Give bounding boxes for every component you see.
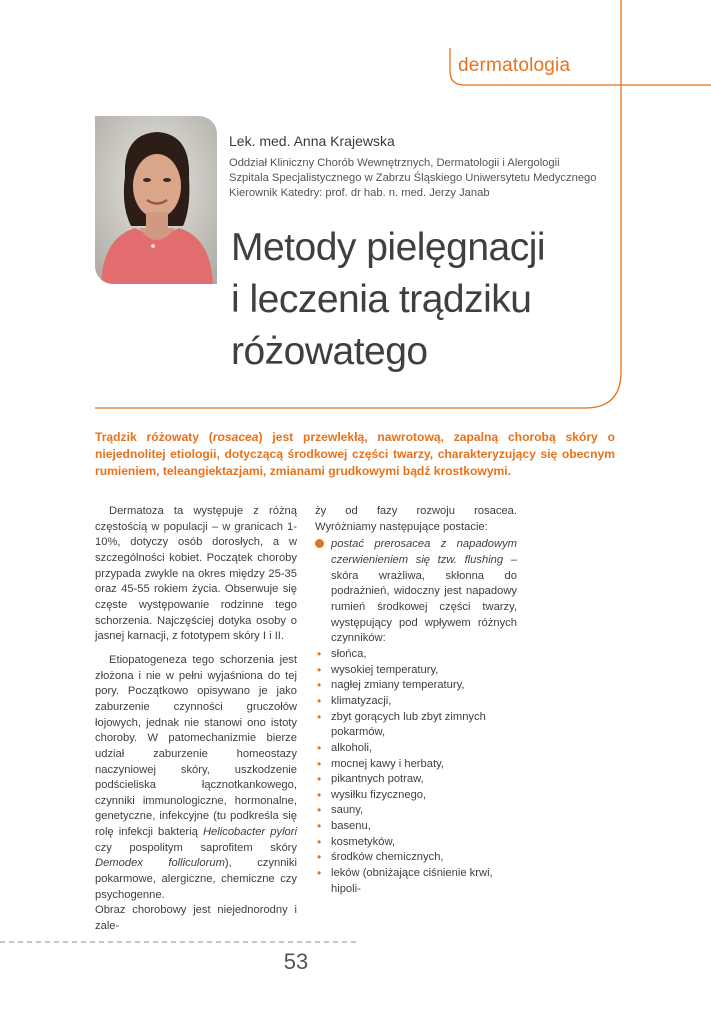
body-text: Etiopatogeneza tego schorzenia jest złożona i nie w pełni wyjaśniona do tej pory. Początkowo opisywano je jako zaburzenie czynności gruczołów łojowych, jednak nie stanowi ono istoty choroby. W patomechanizmie bierze udział zaburzenie homeostazy naczyniowej skóry, uszkodzenie podścieliska łącznotkankowego, czynniki immunologiczne, hormonalne, genetyczne, infekcyjne (tu podkreśla się rolę infekcji bakterią [95,653,297,839]
author-block [229,131,609,201]
bullet-icon: • [317,693,322,708]
factor-item [317,803,517,819]
bullet-icon: • [317,662,322,677]
bullet-icon: • [317,819,322,834]
factor-item [317,819,517,835]
factor-text: basenu, [331,820,371,833]
factor-item [317,678,517,694]
section-label: dermatologia [458,55,571,76]
form-name: postać prerosacea z napadowym czerwienieniem się tzw. flushing [331,538,517,566]
bullet-icon: • [317,646,322,661]
factor-list [315,647,517,898]
factor-item [317,850,517,866]
form-description: – skóra wrażliwa, skłonna do podrażnień, widoczny jest napadowy rumień środkowej części twarzy, występujący pod wpływem różnych czynników: [331,553,517,645]
factor-item [317,740,517,757]
factor-item [317,662,517,679]
factor-item [317,693,517,710]
factor-text: środków chemicznych, [331,851,444,864]
factor-item [317,646,517,663]
affiliation-line: Kierownik Katedry: prof. dr hab. n. med. Jerzy Janab [229,187,490,199]
factor-text: kosmetyków, [331,835,396,848]
title-line: i leczenia trądziku [231,278,532,321]
lead-text: Trądzik różowaty ( [95,430,213,444]
bullet-icon: • [317,850,322,865]
form-list-item [315,537,517,647]
body-italic: Helicobacter pylori [202,826,297,839]
lead-paragraph [95,429,615,481]
factor-text: leków (obniżające ciśnienie krwi, hipoli- [331,867,493,895]
factor-text: klimatyzacji, [331,694,392,707]
factor-text: zbyt gorących lub zbyt zimnych pokarmów, [331,710,486,739]
bullet-icon: • [317,678,322,693]
right-column [315,504,517,897]
affiliation-line: Szpitala Specjalistycznego w Zabrzu Śląskiego Uniwersytetu Medycznego [229,172,597,184]
lead-italic: rosacea [212,430,259,444]
bullet-icon: • [317,709,322,724]
title-line: Metody pielęgnacji [231,226,546,269]
bullet-dot-icon [315,539,324,548]
factor-text: alkoholi, [331,741,373,754]
bullet-icon: • [317,756,322,771]
factor-text: wysiłku fizycznego, [331,788,427,801]
factor-item [317,772,517,788]
factor-text: sauny, [331,804,364,817]
bullet-icon: • [317,866,322,881]
affiliation-line: Oddział Kliniczny Chorób Wewnętrznych, Dermatologii i Alergologii [229,157,560,169]
lead-text: ) jest przewlekłą, nawrotową, zapalną chorobą skóry o niejednolitej etiologii, dotyczącą środkowej części twarzy, charakteryzujący się obecnym rumieniem, teleangiektazjami, zmianami grudkowymi bądź krostkowymi. [95,430,615,479]
left-column [95,504,297,935]
body-paragraph: Dermatoza ta występuje z różną częstością w populacji – w granicach 1-10%, dotyczy osób dorosłych, a w szczególności kobiet. Początek choroby przypada zwykle na okres między 25-35 oraz 45-55 rokiem życia. Obserwuje się częste występowanie rodzinne tego schorzenia. Najczęściej dotyka osoby o jasnej karnacji, z fototypem skóry I i II. [95,505,297,643]
bullet-icon: • [317,834,322,849]
body-paragraph: ży od fazy rozwoju rosacea. Wyróżniamy następujące postacie: [315,505,517,533]
factor-item [317,834,517,851]
body-text: czy pospolitym saprofitem skóry [95,841,297,854]
body-paragraph: Obraz chorobowy jest niejednorodny i zale- [95,904,297,933]
factor-text: mocnej kawy i herbaty, [331,757,444,770]
body-text: ), czynniki pokarmowe, alergiczne, chemiczne czy psychogenne. [95,857,297,901]
bullet-icon: • [317,787,322,802]
body-paragraph [95,653,297,904]
article-title [231,222,611,378]
factor-text: wysokiej temperatury, [331,663,439,676]
factor-text: pikantnych potraw, [331,773,424,786]
author-affiliation [229,156,609,201]
factor-item [317,866,517,897]
bullet-icon: • [317,740,322,755]
factor-item [317,709,517,741]
bullet-icon: • [317,803,322,818]
factor-item [317,787,517,804]
factor-text: nagłej zmiany temperatury, [331,679,465,692]
factor-text: słońca, [331,647,367,660]
author-photo [95,116,217,284]
bullet-icon: • [317,772,322,787]
page-number: 53 [283,949,309,974]
author-name: Lek. med. Anna Krajewska [229,133,395,149]
body-italic: Demodex folliculorum [95,857,225,870]
title-line: różowatego [231,330,428,373]
factor-item [317,756,517,773]
